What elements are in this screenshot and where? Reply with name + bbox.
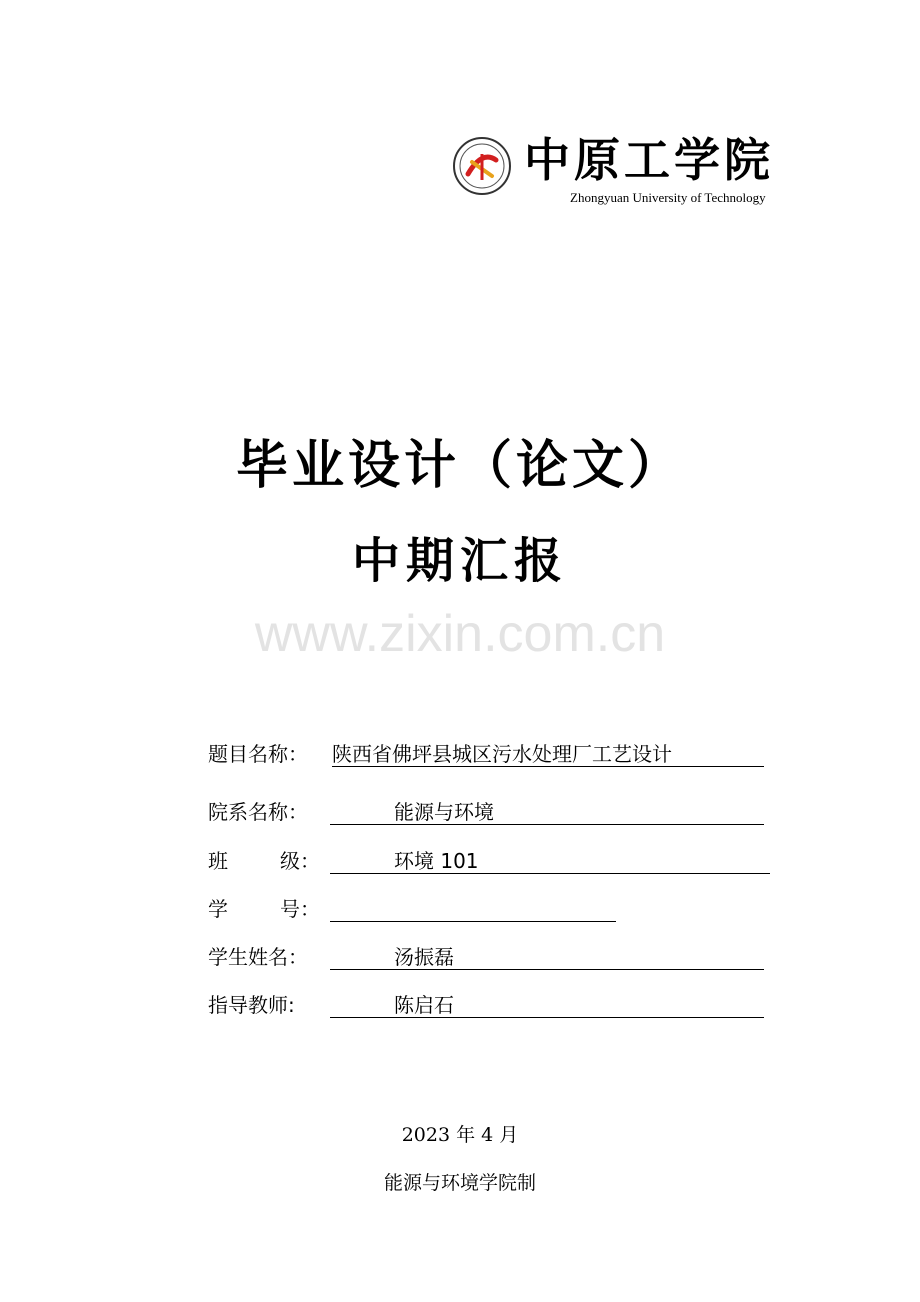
watermark-text: www.zixin.com.cn <box>254 605 666 663</box>
department-label: 院系名称： <box>208 800 308 824</box>
university-name-english: Zhongyuan University of Technology <box>570 190 766 205</box>
topic-underline <box>332 766 764 767</box>
document-subtitle: 中期汇报 <box>351 533 568 589</box>
class-underline <box>330 873 770 874</box>
student-name-row <box>208 941 768 971</box>
advisor-label: 指导教师: <box>208 993 295 1017</box>
advisor-value: 陈启石 <box>394 993 454 1017</box>
class-value: 环境 101 <box>394 849 479 873</box>
department-row <box>208 796 768 826</box>
topic-label: 题目名称： <box>208 742 308 766</box>
university-logo <box>452 128 782 212</box>
class-label-part1: 班 <box>208 849 228 873</box>
document-title: 毕业设计（论文） <box>235 436 684 496</box>
topic-value: 陕西省佛坪县城区污水处理厂工艺设计 <box>332 742 672 766</box>
student-id-underline <box>330 921 616 922</box>
department-value: 能源与环境 <box>394 800 494 824</box>
student-name-underline <box>330 969 764 970</box>
submission-date: 2023 年 4 月 <box>401 1124 519 1146</box>
university-name-chinese: 中原工学院 <box>524 133 774 187</box>
student-id-label-part1: 学 <box>208 897 228 921</box>
student-name-value: 汤振磊 <box>394 945 454 969</box>
class-row <box>208 845 773 875</box>
advisor-row <box>208 989 768 1019</box>
class-label-part2: 级： <box>280 849 320 873</box>
issuing-organization: 能源与环境学院制 <box>383 1172 536 1194</box>
student-name-label: 学生姓名： <box>208 945 308 969</box>
topic-row <box>208 738 768 768</box>
department-underline <box>330 824 764 825</box>
university-seal-icon <box>452 136 512 196</box>
advisor-underline <box>330 1017 764 1018</box>
student-id-row <box>208 893 618 923</box>
student-id-label-part2: 号： <box>280 897 320 921</box>
